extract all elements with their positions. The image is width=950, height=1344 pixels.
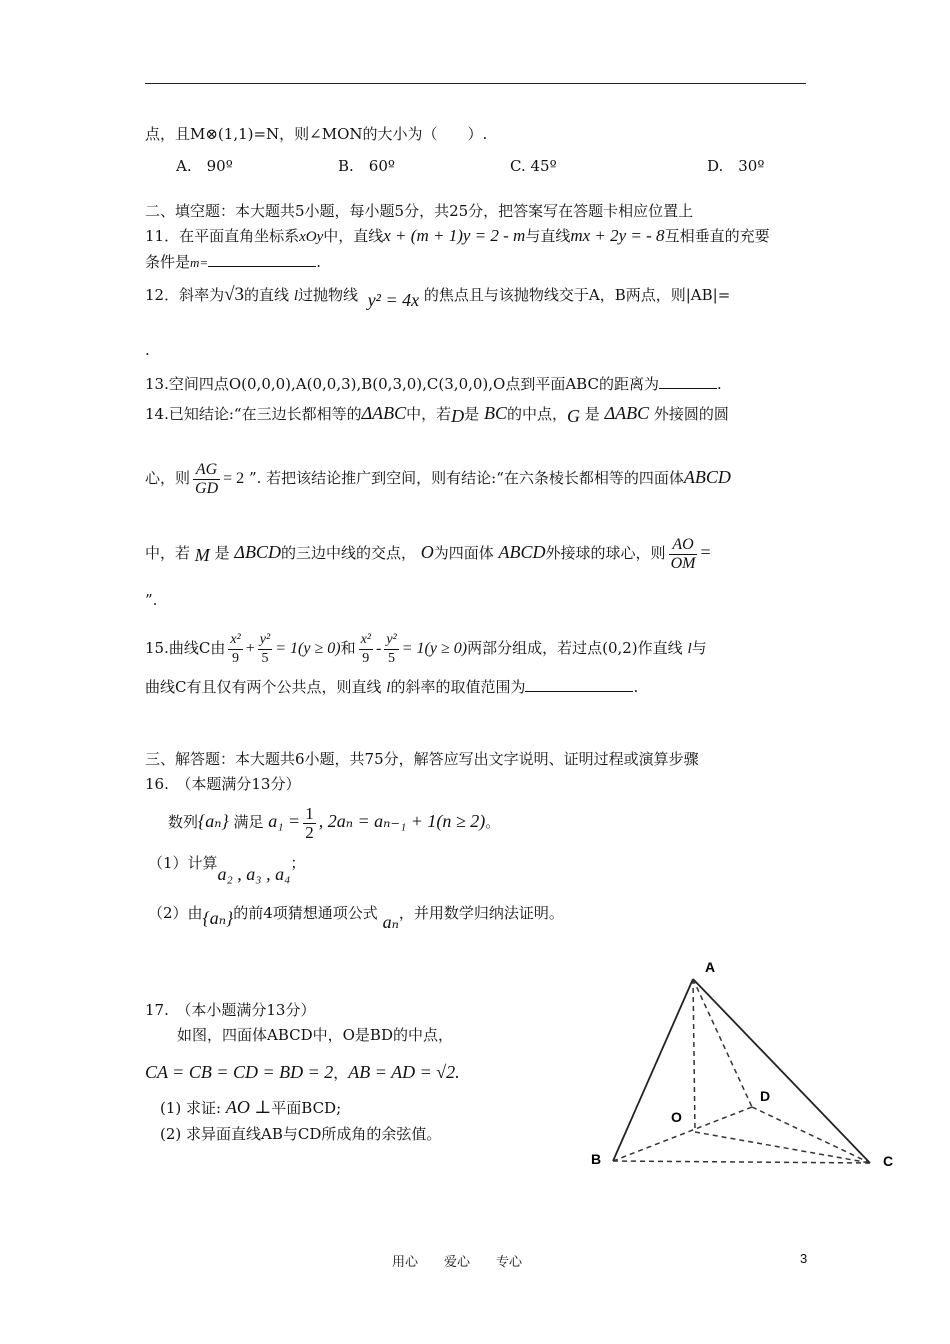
q15-minus: - [376,640,382,657]
q14-abc2: ΔABC [604,403,650,423]
q10-option-a: A. 90º [176,157,233,175]
q15-l2a: 曲线C有且仅有两个公共点，则直线 [145,678,382,696]
q16-s1-label: （1）计算 [148,854,218,872]
q14-p4: 的中点， [506,405,567,423]
q17-cond-b: AB = AD = √2. [348,1062,460,1082]
q14-o: O [420,542,434,562]
q17-intro: 如图，四面体ABCD中，O是BD的中点， [177,1026,453,1044]
q11-mid: 中，直线 [323,227,384,245]
q17-s1m: AO ⊥ [225,1097,272,1117]
q16-half-fraction [303,805,316,842]
q15-l2b: 的斜率的取值范围为 [390,678,526,696]
q15-p1: 15.曲线C由 [145,639,226,657]
edge-ac [693,979,870,1163]
q10-continuation: 点，且M⊗(1,1)=N，则∠MON的大小为（ ）. [145,125,488,143]
q16-s2-mid: 的前4项猜想通项公式 [233,904,378,922]
q10-option-c: C. 45º [510,157,557,175]
q16-recurrence: , 2aₙ = aₙ₋₁ + 1(n ≥ 2) [318,811,486,831]
q14-om: OM [670,554,696,572]
q16-s1-end: ； [290,854,306,872]
q14-p1: 14.已知结论:“在三边长都相等的 [145,405,362,423]
q15-five-a: 5 [258,649,272,668]
q13-answer-blank [659,372,717,389]
q16-p1: 数列 [168,813,199,831]
q14-close: ”. [145,591,158,609]
q17-s1a: (1) 求证: [160,1099,222,1117]
q11-suffix: 互相垂直的充要 [664,227,770,245]
q15-l-a: l [687,641,692,657]
q16-s2-end: ，并用数学归纳法证明。 [398,904,564,922]
q12-line [145,284,731,310]
vertex-label-o: O [671,1109,682,1125]
q15-cond2: = 1(y ≥ 0) [401,640,468,657]
q17-part2: (2) 求异面直线AB与CD所成角的余弦值。 [160,1125,442,1143]
q16-s2-seq: {aₙ} [202,908,234,928]
edge-ao [693,979,695,1132]
section-3-heading: 三、解答题：本大题共6小题，共75分，解答应写出文字说明、证明过程或演算步骤 [145,750,699,768]
q16-half-den: 2 [305,822,314,842]
q15-and: 和 [340,639,356,657]
q12-end-dot: . [145,341,150,359]
q14-line1 [145,403,729,424]
q15-cond1: = 1(y ≥ 0) [275,640,341,657]
q14-l2a: 心，则 [145,469,191,487]
q12-slope: √3 [224,284,245,305]
q14-ao: AO [672,535,694,553]
vertex-label-a: A [705,959,716,975]
page-number: 3 [800,1251,808,1266]
vertex-label-d: D [760,1088,771,1104]
q15-nine-b: 9 [359,649,373,668]
q15-y2-b: y² [386,631,397,647]
q17-title: 17. （本小题满分13分） [145,1001,316,1019]
edge-ab [613,979,693,1161]
q14-line3 [145,530,711,574]
q14-ao-om-fraction [669,536,698,573]
q15-y2-a: y² [259,631,271,647]
q16-p3: 。 [485,813,501,831]
q12-prefix: 12．斜率为 [145,286,225,304]
q16-half-num: 1 [305,803,314,823]
q15-line1 [145,626,707,670]
q11-line-eq1: x + (m + 1)y = 2 - m [383,226,526,245]
q15-x2-b: x² [360,631,371,647]
q17-s1b: 平面BCD; [271,1099,342,1117]
q16-a1: a₁ = [268,811,301,831]
q17-conditions [145,1059,460,1086]
q12-suffix: 的焦点且与该抛物线交于A，B两点，则|AB|= [423,286,731,304]
q16-part1 [148,852,306,884]
q14-bcd: ΔBCD [234,542,281,562]
q14-p5: 是 [584,405,600,423]
q11-xoy: xOy [299,229,324,245]
q16-part2 [148,902,564,932]
q15-frac-x2-9a [228,631,242,668]
q11-line-eq2: mx + 2y = - 8 [570,226,665,245]
q15-answer-blank [525,675,633,692]
q16-s2-an: aₙ [382,912,399,932]
q14-l3d: 为四面体 [433,544,494,562]
q17-cond-sep: ， [333,1064,349,1082]
q10-option-b: B. 60º [338,157,395,175]
q12-parabola: y² = 4x [367,290,420,310]
q14-bc: BC [483,403,507,423]
q16-p2: 满足 [233,813,264,831]
vertex-label-b: B [591,1151,602,1167]
q15-p2: 两部分组成，若过点(0,2)作直线 [467,639,683,657]
q14-l3a: 中，若 [145,544,191,562]
q15-plus: + [245,640,255,657]
q14-l3b: 是 [214,544,230,562]
q14-line2 [145,455,731,499]
q14-ag: AG [195,460,218,478]
q14-g: G [567,406,580,426]
q14-abcd1: ABCD [683,467,731,487]
vertex-label-c: C [883,1153,894,1169]
q12-mid: 的直线 [244,286,290,304]
q11-end: . [316,253,321,271]
q11-condition-label: 条件是 [145,253,191,271]
q14-p6: 外接圆的圆 [653,405,729,423]
footer-motto: 用心 爱心 专心 [392,1255,523,1270]
q14-abc1: ΔABC [361,403,407,423]
q15-five-b: 5 [384,649,398,668]
q15-frac-y2-5b [384,631,398,668]
q14-l3e: 外接球的球心，则 [545,544,666,562]
q17-part1 [160,1097,341,1118]
q15-line2 [145,675,638,698]
q12-mid2: 过抛物线 [298,286,359,304]
q17-cond-a: CA = CB = CD = BD = 2 [145,1062,334,1082]
q16-s1-terms: a₂ , a₃ , a₄ [217,864,291,884]
q12-l: l [293,288,298,304]
q16-statement [168,798,500,844]
tetrahedron-figure [580,955,910,1170]
q13-line [145,372,722,394]
edge-bc [613,1161,870,1163]
q15-p3: 与 [691,639,707,657]
q16-title: 16. （本题满分13分） [145,775,301,793]
q15-frac-x2-9b [359,631,373,668]
q15-end: . [633,678,639,696]
q10-option-d: D. 30º [707,157,765,175]
q14-eq2: = 2 [223,470,245,487]
q15-l-b: l [386,680,391,696]
q11-prefix: 11．在平面直角坐标系 [145,227,300,245]
header-rule [145,83,806,84]
q15-frac-y2-5a [258,631,272,668]
q14-eq3: = [700,542,711,562]
q13-text: 13.空间四点O(0,0,0),A(0,0,3),B(0,3,0),C(3,0,0),O点到平面ABC的距离为 [145,375,659,393]
q16-seq: {aₙ} [198,811,229,831]
q14-abcd2: ABCD [498,542,546,562]
q14-l2b: ”. 若把该结论推广到空间，则有结论:“在六条棱长都相等的四面体 [248,469,684,487]
q11-m: m= [190,255,209,270]
q14-l3c: 的三边中线的交点， [280,544,416,562]
q15-nine-a: 9 [228,649,242,668]
q14-p3: 是 [464,405,480,423]
edge-ad [693,979,752,1107]
q15-x2-a: x² [230,631,241,647]
edge-dc [752,1107,870,1163]
q14-m: M [194,545,210,565]
section-2-heading: 二、填空题：本大题共5小题，每小题5分，共25分，把答案写在答题卡相应位置上 [145,202,694,220]
q13-end: . [716,375,722,393]
q14-p2: 中，若 [406,405,452,423]
q11-mid2: 与直线 [525,227,571,245]
q11-line2 [145,250,321,273]
q14-gd: GD [195,479,219,497]
q14-d: D [451,406,465,426]
q11-answer-blank [208,250,316,267]
q14-ag-gd-fraction [193,461,220,498]
q11-line1 [145,226,770,247]
q16-s2-label: （2）由 [148,904,203,922]
